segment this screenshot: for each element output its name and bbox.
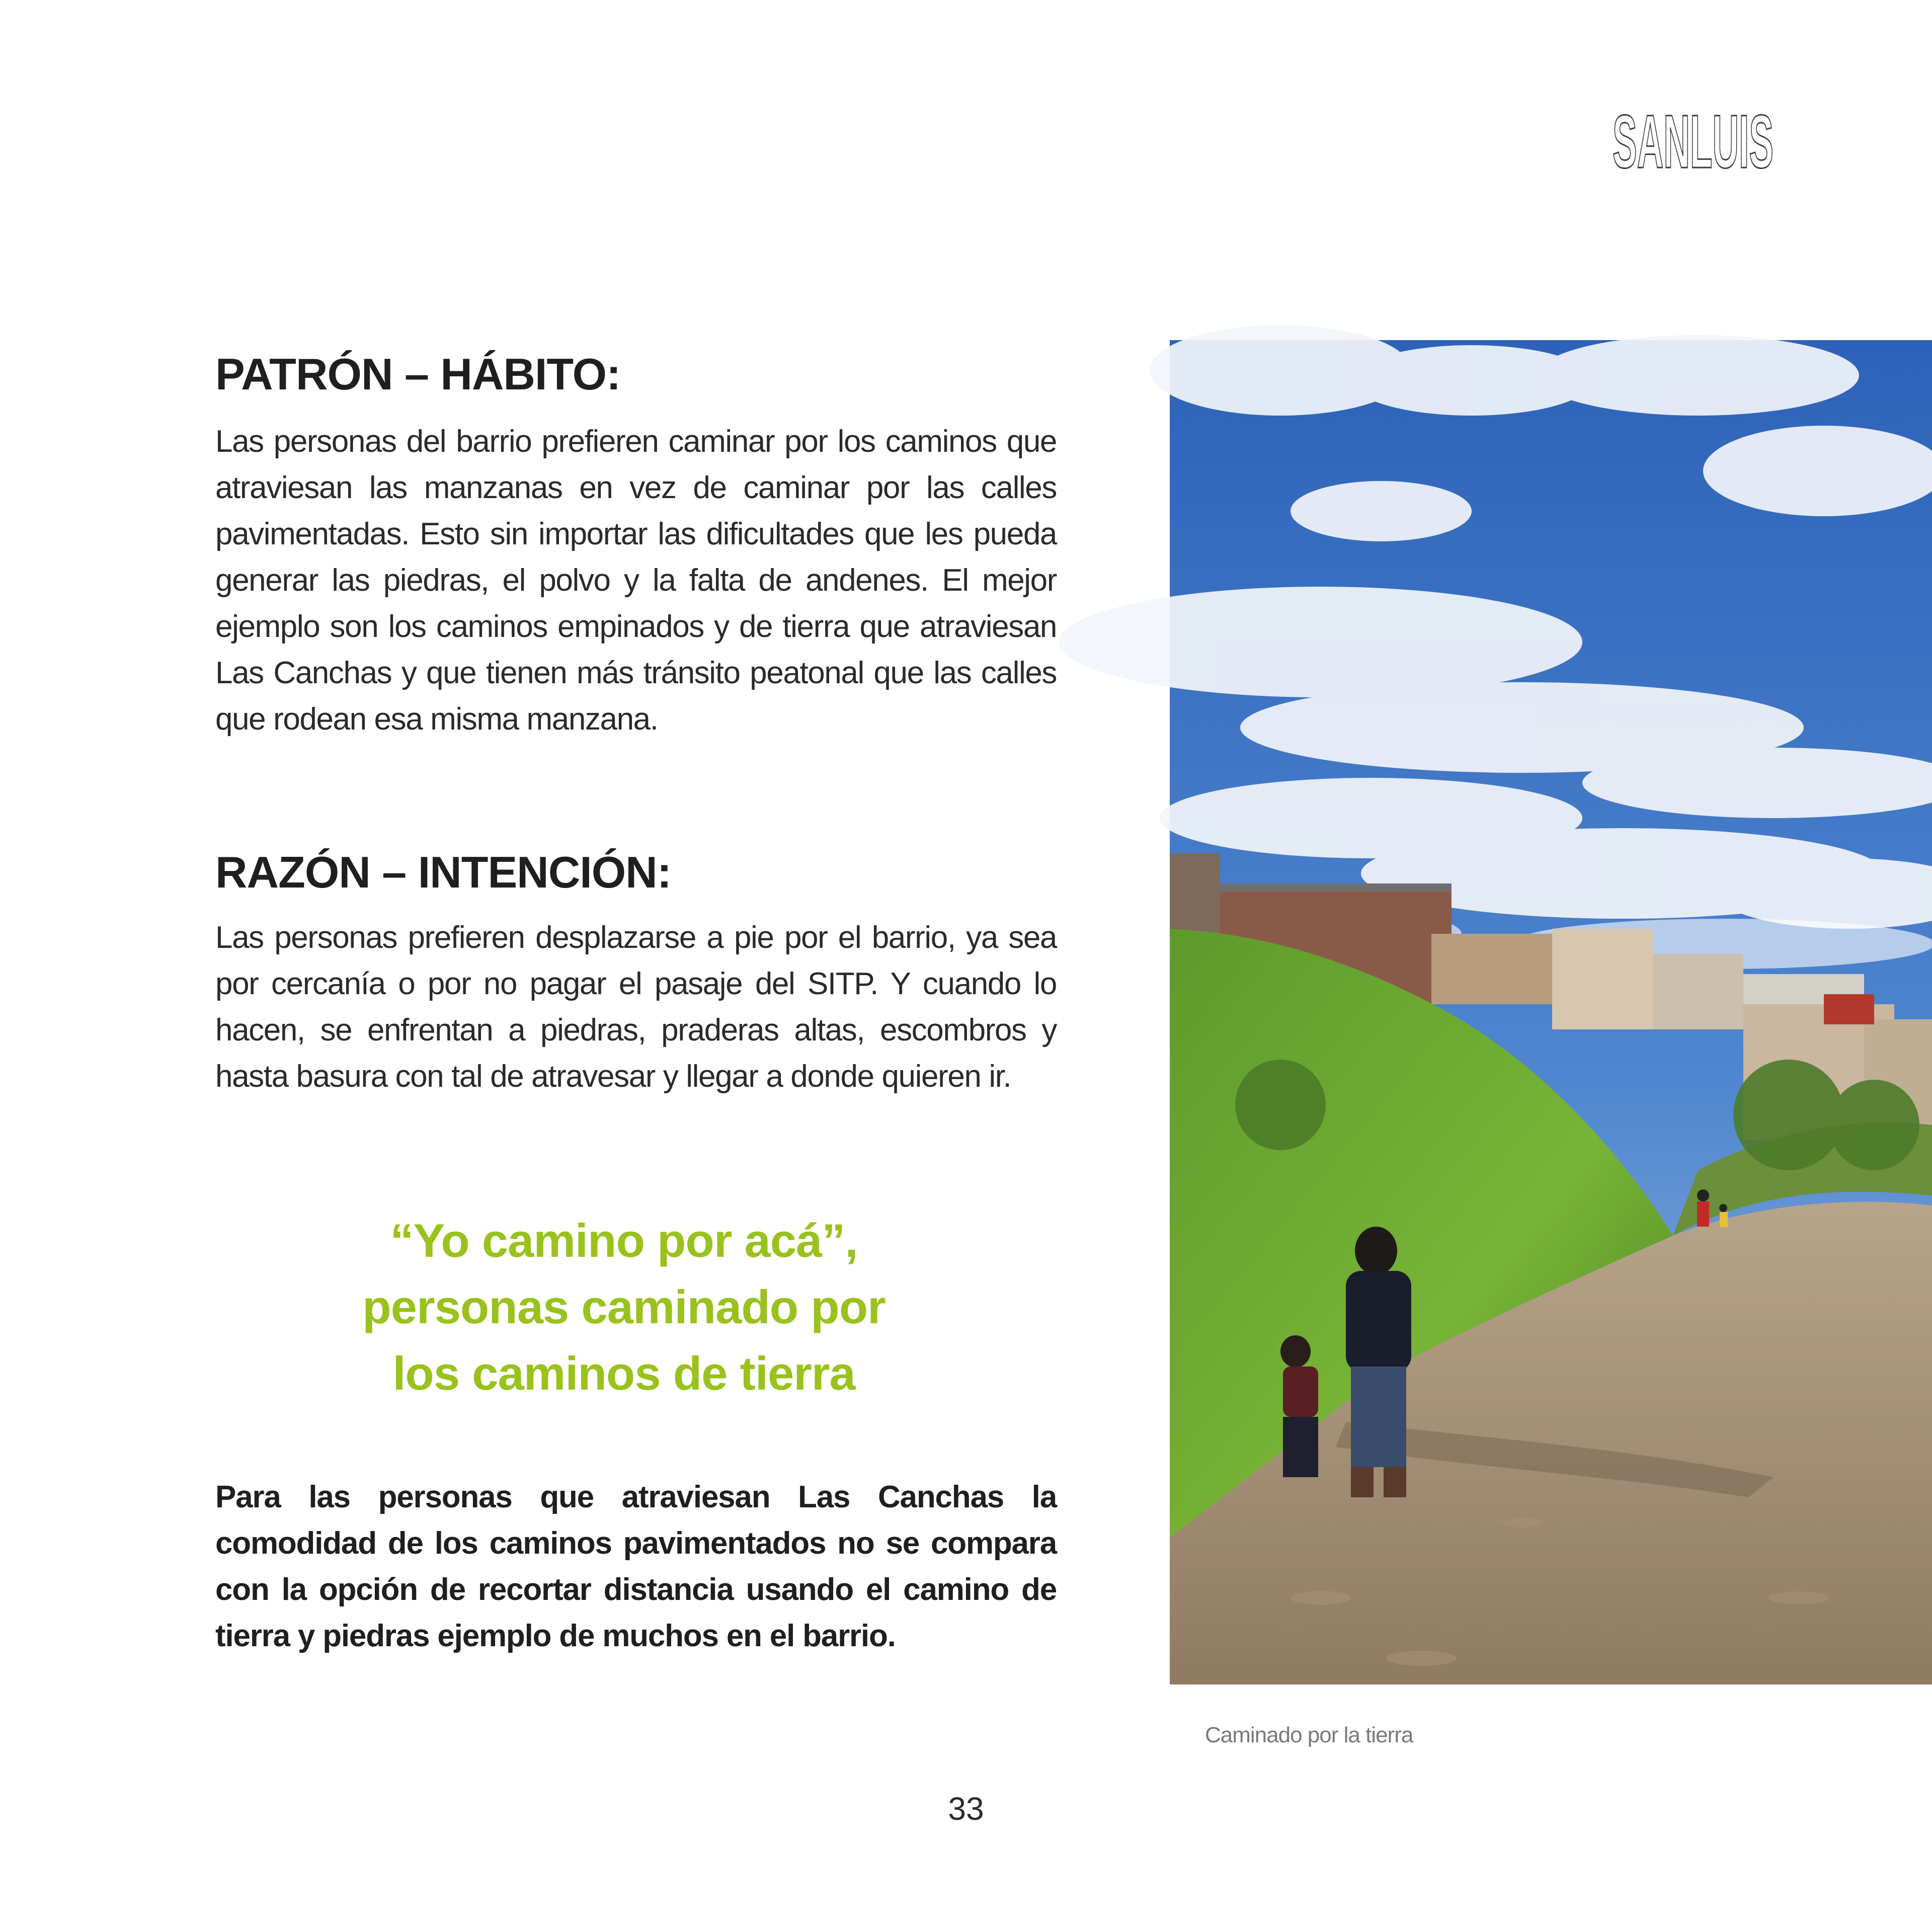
logo-text: SANLUIS: [1613, 99, 1774, 184]
photo-illustration: [1170, 340, 1932, 1684]
pull-quote: “Yo camino por acá”, personas caminado por los caminos de tierra: [362, 1214, 886, 1400]
section-body-pattern: Las personas del barrio prefieren caminar por los caminos que atraviesan las manzanas en vez de caminar por las calles pavimentadas. Esto sin importar las dificultades que les pueda generar las piedras, el polvo y la falta de andenes. El mejor ejemplo son los caminos empinados y de tierra que atraviesan Las Canchas y que tienen más tránsito peatonal que las calles que rodean esa misma manzana.: [215, 424, 1057, 737]
sanluis-logo: [1610, 99, 1776, 184]
section-heading-pattern: PATRÓN – HÁBITO:: [215, 349, 621, 399]
conclusion-text: Para las personas que atraviesan Las Canchas la comodidad de los caminos pavimentados no se compara con la opción de recortar distancia usando el camino de tierra y piedras ejemplo de muchos en el barrio.: [215, 1480, 1057, 1653]
photo-caption: Caminado por la tierra: [1205, 1723, 1413, 1747]
page-number: 33: [948, 1791, 984, 1827]
photo-dirt-path: [1170, 340, 1932, 1684]
section-heading-reason: RAZÓN – INTENCIÓN:: [215, 847, 671, 897]
section-body-reason: Las personas prefieren desplazarse a pie por el barrio, ya sea por cercanía o por no pagar el pasaje del SITP. Y cuando lo hacen, se enfrentan a piedras, praderas altas, escombros y hasta basura con tal de atravesar y llegar a donde quieren ir.: [215, 920, 1057, 1094]
logo-mark: [1610, 99, 1776, 184]
